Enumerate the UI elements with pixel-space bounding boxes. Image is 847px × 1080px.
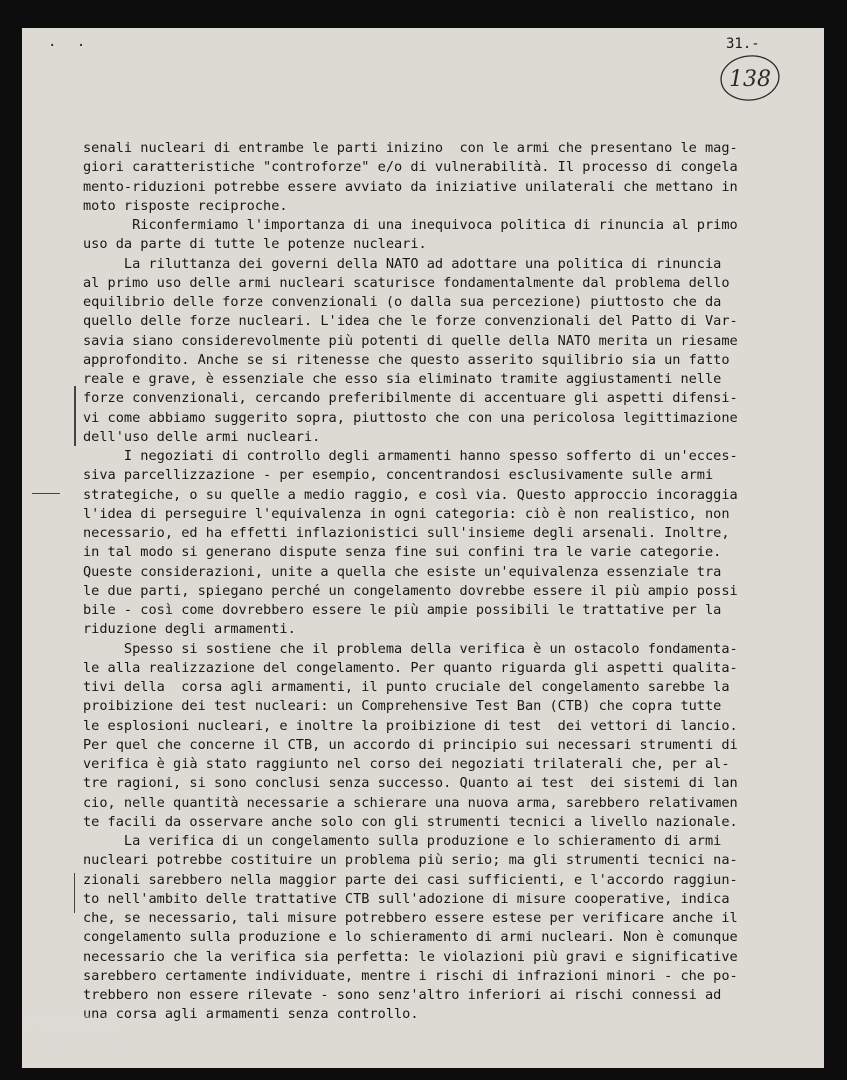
text-line: senali nucleari di entrambe le parti inizino con le armi che presentano le mag- <box>83 140 738 156</box>
margin-dash-mark <box>32 493 60 494</box>
text-line: moto risposte reciproche. <box>83 197 288 214</box>
text-line: necessario che la verifica sia perfetta: le violazioni più gravi e significative <box>83 948 738 965</box>
document-body-text <box>83 139 773 1025</box>
text-line: al primo uso delle armi nucleari scaturisce fondamentalmente dal problema dello <box>83 274 730 291</box>
archive-watermark: FONDA <box>24 1013 117 1038</box>
text-line: nucleari potrebbe costituire un problema più serio; ma gli strumenti tecnici na- <box>83 852 738 869</box>
text-line: quello delle forze nucleari. L'idea che le forze convenzionali del Patto di Var- <box>83 313 738 330</box>
text-line: mento-riduzioni potrebbe essere avviato da iniziative unilaterali che mettano in <box>83 178 738 195</box>
text-line: approfondito. Anche se si ritenesse che questo asserito squilibrio sia un fatto <box>83 351 730 368</box>
text-line: to nell'ambito delle trattative CTB sull'adozione di misure cooperative, indica <box>83 890 730 907</box>
text-line: siva parcellizzazione - per esempio, concentrandosi esclusivamente sulle armi <box>83 467 714 484</box>
text-line: bile - così come dovrebbero essere le più ampie possibili le trattative per la <box>83 602 722 618</box>
text-line: congelamento sulla produzione e lo schieramento di armi nucleari. Non è comunque <box>83 929 738 946</box>
text-line: zionali sarebbero nella maggior parte dei casi sufficienti, e l'accordo raggiun- <box>83 871 738 888</box>
text-line: dell'uso delle armi nucleari. <box>83 428 321 445</box>
text-line: te facili da osservare anche solo con gli strumenti tecnici a livello nazionale. <box>83 813 738 830</box>
archive-stamp-number: 138 <box>729 67 771 92</box>
page-dots: . . <box>48 34 92 50</box>
text-line: le esplosioni nucleari, e inoltre la proibizione di test dei vettori di lancio. <box>83 717 738 734</box>
text-line: Riconfermiamo l'importanza di una inequivoca politica di rinuncia al primo <box>83 217 738 233</box>
text-line: I negoziati di controllo degli armamenti hanno spesso sofferto di un'ecces- <box>83 448 738 464</box>
text-line: le due parti, spiegano perché un congelamento dovrebbe essere il più ampio possi <box>83 582 738 599</box>
text-line: in tal modo si generano dispute senza fine sui confini tra le varie categorie. <box>83 544 722 561</box>
text-line: Queste considerazioni, unite a quella che esiste un'equivalenza essenziale tra <box>83 563 722 580</box>
text-line: trebbero non essere rilevate - sono senz'altro inferiori ai rischi connessi ad <box>83 987 722 1003</box>
text-line: vi come abbiamo suggerito sopra, piuttosto che con una pericolosa legittimazione <box>83 409 738 426</box>
document-page <box>22 28 824 1068</box>
text-line: giori caratteristiche "controforze" e/o di vulnerabilità. Il processo di congela <box>83 159 738 176</box>
text-line: le alla realizzazione del congelamento. Per quanto riguarda gli aspetti qualita- <box>83 659 738 676</box>
text-line: riduzione degli armamenti. <box>83 621 296 638</box>
text-line: La verifica di un congelamento sulla produzione e lo schieramento di armi <box>83 833 722 849</box>
archive-stamp-circled-number <box>719 53 781 103</box>
text-line: Per quel che concerne il CTB, un accordo di principio sui necessari strumenti di <box>83 736 738 753</box>
text-line: una corsa agli armamenti senza controllo. <box>83 1006 419 1023</box>
text-line: reale e grave, è essenziale che esso sia eliminato tramite aggiustamenti nelle <box>83 371 722 387</box>
text-line: Spesso si sostiene che il problema della verifica è un ostacolo fondamenta- <box>83 640 738 657</box>
text-line: che, se necessario, tali misure potrebbero essere estese per verificare anche il <box>83 910 738 926</box>
text-line: forze convenzionali, cercando preferibilmente di accentuare gli aspetti difensi- <box>83 390 738 407</box>
margin-bar-mark <box>74 386 76 446</box>
text-line: cio, nelle quantità necessarie a schierare una nuova arma, sarebbero relativamen <box>83 794 738 811</box>
page-number: 31.- <box>726 36 760 52</box>
text-line: sarebbero certamente individuate, mentre i rischi di infrazioni minori - che po- <box>83 967 738 984</box>
text-line: l'idea di perseguire l'equivalenza in ogni categoria: ciò è non realistico, non <box>83 505 730 522</box>
text-line: savia siano considerevolmente più potenti di quelle della NATO merita un riesame <box>83 332 738 349</box>
text-line: equilibrio delle forze convenzionali (o dalla sua percezione) piuttosto che da <box>83 294 722 310</box>
text-line: strategiche, o su quelle a medio raggio, e così via. Questo approccio incoraggia <box>83 486 738 503</box>
text-line: tivi della corsa agli armamenti, il punto cruciale del congelamento sarebbe la <box>83 679 730 695</box>
text-line: uso da parte di tutte le potenze nucleari. <box>83 236 427 253</box>
text-line: necessario, ed ha effetti inflazionistici sull'insieme degli arsenali. Inoltre, <box>83 525 730 541</box>
text-line: tre ragioni, si sono conclusi senza successo. Quanto ai test dei sistemi di lan <box>83 775 738 792</box>
text-line: proibizione dei test nucleari: un Comprehensive Test Ban (CTB) che copra tutte <box>83 698 722 715</box>
text-line: La riluttanza dei governi della NATO ad adottare una politica di rinuncia <box>83 255 722 272</box>
text-line: verifica è già stato raggiunto nel corso dei negoziati trilaterali che, per al- <box>83 756 730 772</box>
margin-bar-mark-lower <box>74 873 75 913</box>
